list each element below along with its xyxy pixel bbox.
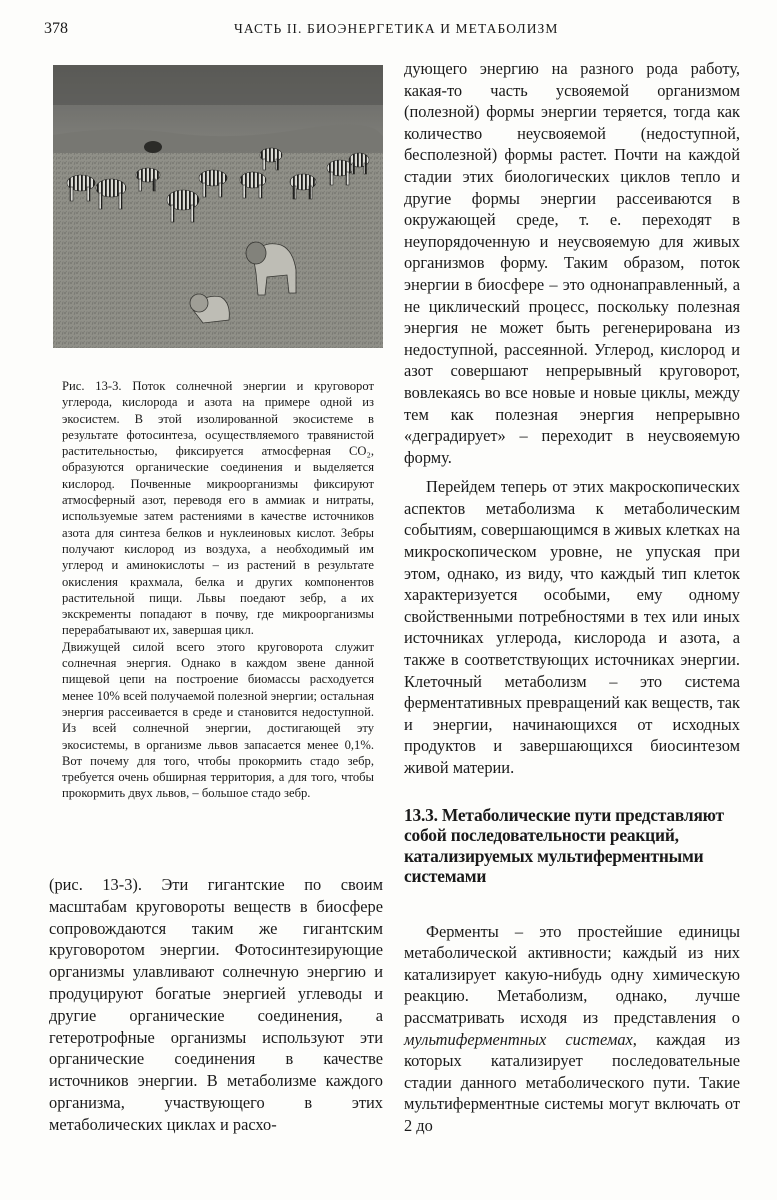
figure-photo — [53, 65, 383, 348]
right-column — [404, 58, 740, 1137]
italic-term: мультиферментных системах — [404, 1029, 633, 1049]
left-column-text: (рис. 13-3). Эти гигантские по своим масштабам круговороты веществ в биосфере сопровождаются таким же гигантским круговоротом энергии. Фотосинтезирующие организмы улавливают солнечную энергию и продуцируют богатые энергией углеводы и другие органические соединения, а гетеротрофные организмы используют эти органические соединения в качестве источников энергии. В метаболизме каждого организма, участвующего в этих метаболических циклах и расхо- — [49, 875, 383, 1134]
page-number: 378 — [44, 20, 68, 37]
caption-paragraph: Рис. 13-3. Поток солнечной энергии и круговорот углерода, кислорода и азота на примере одной из экосистем. В этой изолированной экосистеме в результате фотосинтеза, осуществляемого травянистой растительностью, фиксируется атмосферная CO₂, образуются органические соединения и выделяется кислород. Почвенные микроорганизмы фиксируют атмосферный азот, переводя его в аммиак и нитраты, используемые затем растениями в качестве источников азота для синтеза белков и нуклеиновых кислот. Зебры получают кислород из воздуха, а необходимый им углерод и аминокислоты – из растений в результате окисления крахмала, белка и других компонентов растительной пищи. Львы поедают зебр, а их экскременты попадают в почву, где микроорганизмы перерабатывают их, завершая цикл. — [62, 379, 374, 638]
figure-caption — [62, 378, 374, 802]
section-heading: 13.3. Метаболические пути представляют собой последовательности реакций, катализируемых мультиферментными системами — [404, 804, 724, 887]
running-title: ЧАСТЬ II. БИОЭНЕРГЕТИКА И МЕТАБОЛИЗМ — [234, 21, 559, 36]
paragraph-text: Ферменты – это простейшие единицы метаболической активности; каждый из них катализирует какую-нибудь одну химическую реакцию. Метаболизм, однако, лучше рассматривать исходя из представления о — [404, 921, 740, 1027]
body-paragraph: дующего энергию на разного рода работу, какая-то часть усвояемой организмом (полезной) формы энергии теряется, тогда как количество неусвояемой (недоступной, бесполезной) формы растет. Почти на каждой стадии этих биологических циклов тепло и другие формы энергии рассеиваются в окружающей среде, т. е. переходят в неупорядоченную и неусвояемую для живых организмов форму. Таким образом, поток энергии в биосфере – это однонаправленный, а не циклический процесс, поскольку полезная энергия не может быть регенерирована из недоступной, рассеянной. Углерод, кислород и азот совершают непрерывный круговорот, вовлекаясь во все новые и новые циклы, между тем как полезная энергия непрерывно «деградирует» – переходит в неусвояемую форму. — [404, 59, 740, 467]
page-header — [44, 20, 734, 44]
caption-paragraph: Движущей силой всего этого круговорота служит солнечная энергия. Однако в каждом звене данной пищевой цепи на построение биомассы расходуется менее 10% всей получаемой полезной энергии; остальная энергия рассеивается в среде и становится недоступной. Из всей солнечной энергии, достигающей эту экосистемы, в организме львов запасается менее 0,1%. Вот почему для того, чтобы прокормить стадо зебр, требуется очень обширная территория, а для того, чтобы прокормить двух львов, – большое стадо зебр. — [62, 639, 374, 801]
zebra-lion-photo — [53, 65, 383, 348]
body-paragraph — [404, 921, 740, 1137]
body-paragraph: Перейдем теперь от этих макроскопических аспектов метаболизма к метаболическим событиям, совершающимся в живых клетках на микроскопическом уровне, не упуская при этом, однако, из виду, что каждый тип клеток характеризуется особыми, ему одному свойственными потребностями в тех или иных источниках углерода, кислорода и азота, а также в соответствующих источниках энергии. Клеточный метаболизм – это система ферментативных превращений как веществ, так и энергии, начинающихся от исходных продуктов и завершающихся биосинтезом живой материи. — [404, 477, 740, 777]
paragraph-text: , каждая из которых катализирует последовательные стадии данного метаболического пути. Такие мультиферментные системы могут включать от 2 до — [404, 1029, 740, 1135]
